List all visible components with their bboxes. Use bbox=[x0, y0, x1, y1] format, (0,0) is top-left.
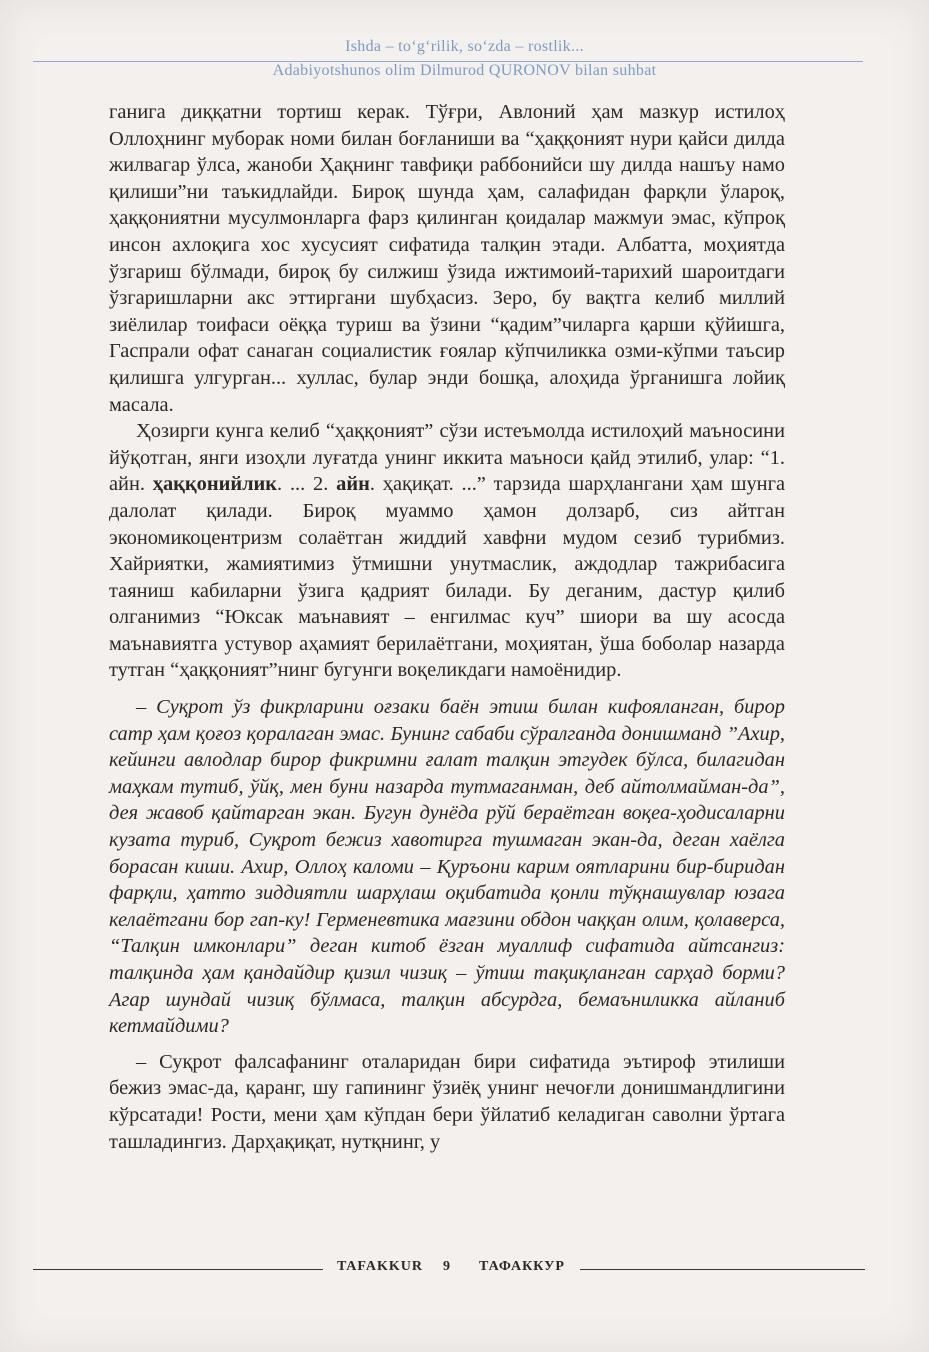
footer-rule-right bbox=[580, 1269, 865, 1270]
header-subtitle: Adabiyotshunos olim Dilmurod QURONOV bilan suhbat bbox=[272, 62, 657, 79]
paragraph-2-part-d: . ҳақиқат. ...” тарзида шарҳлангани ҳам шунга далолат қилади. Бироқ муаммо ҳамон долзарб, сиз айтган экономикоцентризм солаётган жиддий хавфни мудом сезиб турибмиз. Хайриятки, жамиятимиз ўтмишни унутмаслик, аждодлар тажрибасига таяниш кабиларни ўзига қадрият билади. Бу деганим, дастур қилиб олганимиз “Юксак маънавият – енгилмас куч” шиори ва шу асосда маънавиятга устувор аҳамият берилаётгани, моҳиятан, ўша боболар назарда тутган “ҳаққоният”нинг бугунги воқеликдаги намоёнидир. bbox=[109, 473, 785, 682]
paragraph-2-part-c: . ... 2. bbox=[277, 473, 337, 496]
paragraph-2-part-a: Ҳозирги кунга келиб “ҳаққоният” сўзи истеъмолда истилоҳий маъносини йўқотган, янги изоҳли луғатда унинг иккита маъноси қайд этилиб, улар: “1. айн. bbox=[109, 420, 785, 496]
paragraph-2-bold-term-2: айн bbox=[336, 473, 370, 496]
article-body bbox=[109, 99, 785, 1155]
paragraph-1: ганига диққатни тортиш керак. Тўғри, Авлоний ҳам мазкур истилоҳ Оллоҳнинг муборак номи билан боғланиши ва “ҳаққоният нури қайси дилда жилвагар ўлса, жаноби Ҳақнинг тавфиқи раббонийси шу дилда нашъу намо қилиши”ни таъкидлайди. Бироқ шунда ҳам, салафидан фарқли ўлароқ, ҳаққониятни мусулмонларга фарз қилинган қоидалар мажмуи эмас, кўпроқ инсон ахлоқига хос хусусият сифатида талқин этади. Албатта, моҳиятда ўзгариш бўлмади, бироқ бу силжиш ўзида ижтимоий-тарихий шароитдаги ўзгаришларни акс эттиргани шубҳасиз. Зеро, бу вақтга келиб миллий зиёлилар тоифаси оёққа туриш ва ўзини “қадим”чиларга қарши қўйишга, Гаспрали офат санаган социалистик ғоялар кўпчиликка озми-кўпми таъсир қилишга улгурган... хуллас, булар энди бошқа, алоҳида ўрганишга лойиқ масала. bbox=[109, 101, 785, 416]
interview-answer: – Суқрот фалсафанинг оталаридан бири сифатида эътироф этилиши бежиз эмас-да, қаранг, шу гапининг ўзиёқ унинг нечоғли донишмандлигини кўрсатади! Рости, мени ҳам кўпдан бери ўйлатиб келадиган саволни ўртага ташладингиз. Дарҳақиқат, нутқнинг, у bbox=[109, 1050, 785, 1153]
footer-magazine-cyrillic: ТАФАККУР bbox=[479, 1259, 565, 1274]
footer-magazine-latin: TAFAKKUR bbox=[337, 1259, 424, 1274]
page-number: 9 bbox=[443, 1259, 450, 1274]
paragraph-2 bbox=[109, 418, 785, 684]
interview-question: – Суқрот ўз фикрларини оғзаки баён этиш билан кифояланган, бирор сатр ҳам қоғоз қоралаган эмас. Бунинг сабаби сўралганда донишманд ”Ахир, кейинги авлодлар бирор фикримни ғалат талқин этгудек бўлса, билагидан маҳкам тутиб, ўйқ, мен буни назарда тутмаганман, деб айтолмайман-да”, дея жавоб қайтарган экан. Бугун дунёда рўй бераётган воқеа-ҳодисаларни кузата туриб, Суқрот бежиз хавотирга тушмаган экан-да, деган хаёлга борасан киши. Ахир, Оллоҳ каломи – Қуръони карим оятларини бир-биридан фарқли, ҳатто зиддиятли шарҳлаш оқибатида қонли тўқнашувлар юзага келаётгани бор гап-ку! Герменевтика мағзини обдон чаққан олим, қолаверса, “Талқин имконлари” деган китоб ёзган муаллиф сифатида айтсангиз: талқинда ҳам қандайдир қизил чизиқ – ўтиш тақиқланган сарҳад борми? Агар шундай чизиқ бўлмаса, талқин абсурдга, бемаъниликка айланиб кетмайдими? bbox=[109, 696, 785, 1038]
header-title: Ishda – to‘g‘rilik, so‘zda – rostlik... bbox=[345, 38, 584, 55]
paragraph-2-bold-term-1: ҳаққонийлик bbox=[152, 473, 278, 496]
footer-rule-left bbox=[33, 1269, 323, 1270]
page-footer bbox=[0, 1259, 929, 1279]
